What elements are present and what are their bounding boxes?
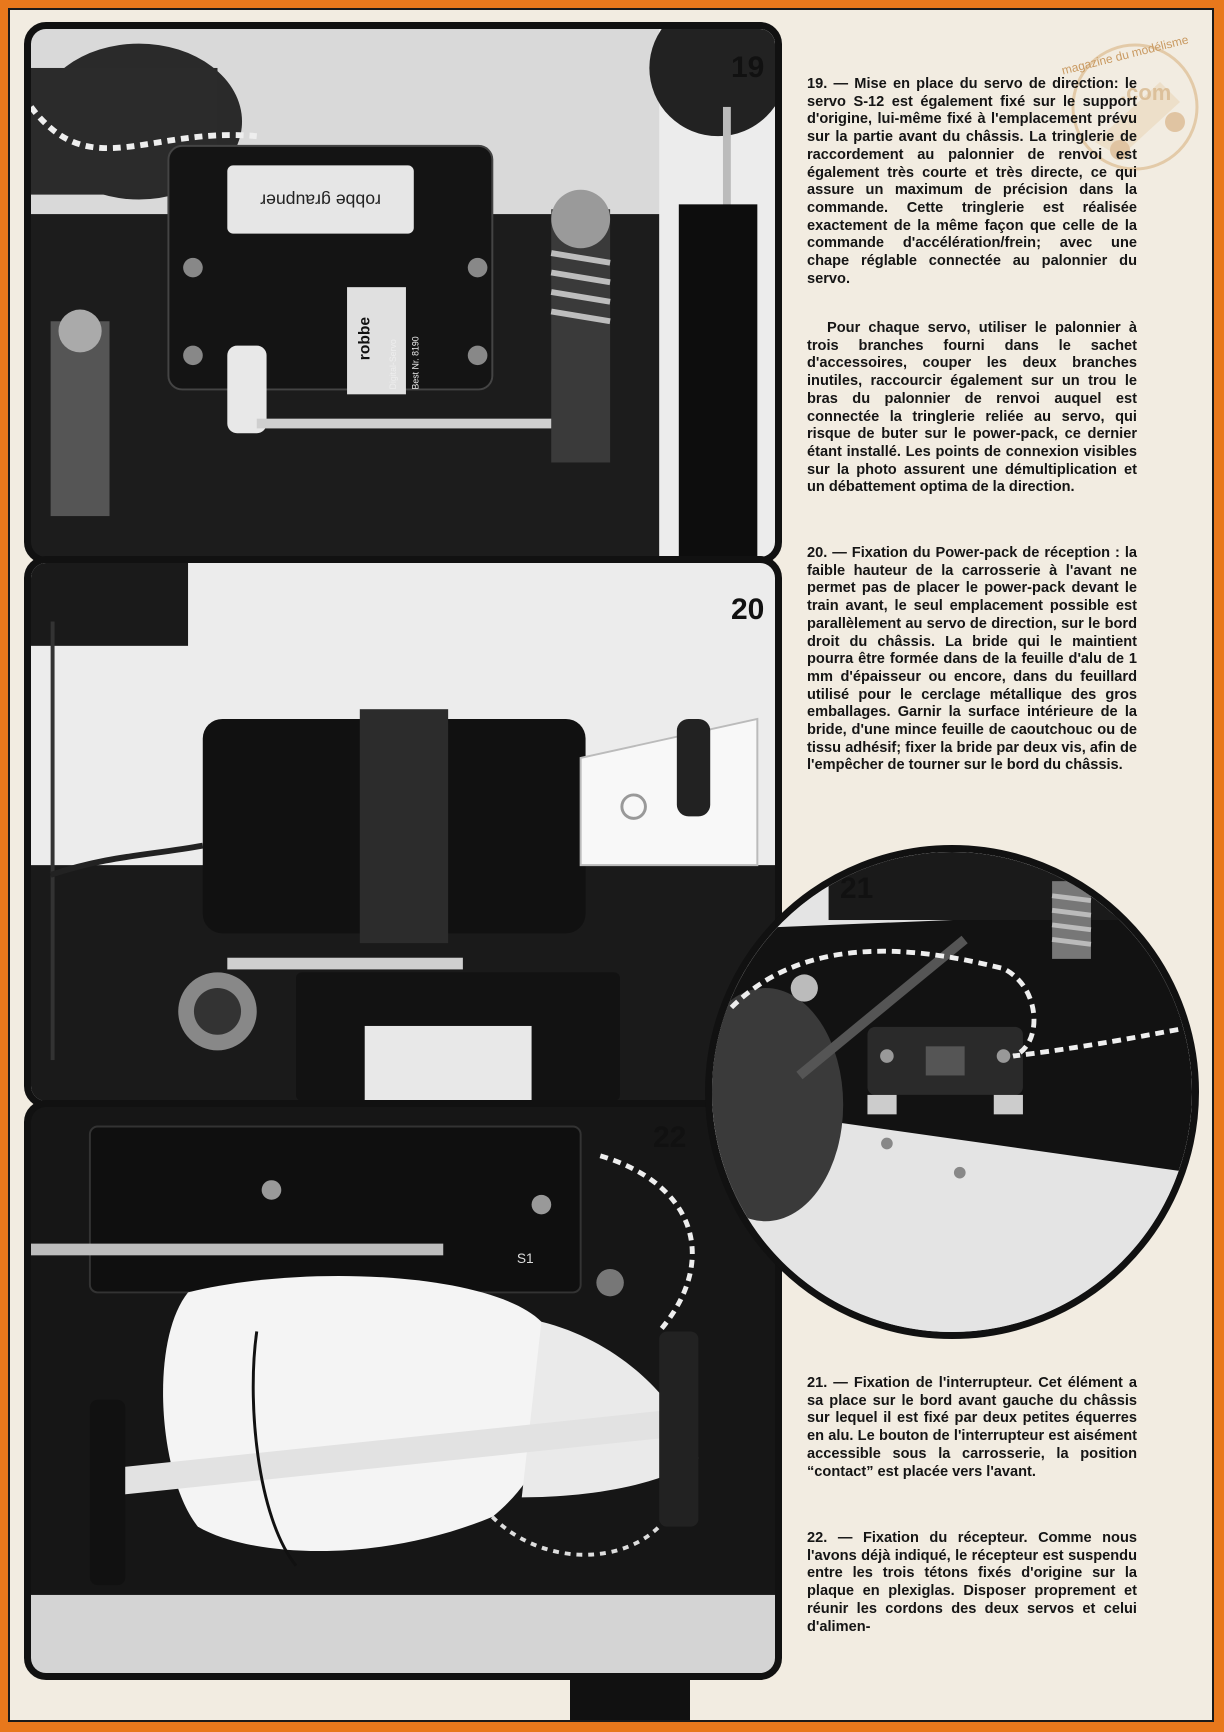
- servo-side-brand: robbe: [356, 316, 374, 361]
- caption-19-part-b: [807, 320, 1137, 497]
- caption-19-part-a: [807, 76, 1137, 288]
- caption-21: [807, 1375, 1137, 1481]
- photo-21: [705, 845, 1199, 1339]
- photo-19: [24, 22, 782, 564]
- photo-20-image: [31, 563, 775, 1101]
- caption-20: [807, 545, 1137, 775]
- servo-side-line1: Digital-Servo: [388, 339, 399, 390]
- photo-19-image: [31, 29, 775, 557]
- photo-22-number: 22: [653, 1121, 687, 1154]
- photo-20-number: 20: [731, 593, 765, 626]
- servo-mark: S1: [516, 1251, 534, 1267]
- photo-21-number: 21: [840, 872, 874, 905]
- caption-22-text: 22. — Fixation du récepteur. Comme nous l'avons déjà indiqué, le récepteur est suspendu entre les trois tétons fixés d'origine sur la plaque en plexiglas. Disposer proprement et réunir les cordons des deux servos et celui d'alimen-: [807, 1530, 1137, 1635]
- photo-21-image: [712, 852, 1192, 1332]
- photo-22: [24, 1100, 782, 1680]
- bottom-bar: [570, 1674, 690, 1722]
- photo-22-image: [31, 1107, 775, 1673]
- servo-side-line2: Best Nr. 8190: [410, 336, 421, 390]
- servo-brand-label: robbe graupner: [260, 190, 381, 211]
- caption-20-text: 20. — Fixation du Power-pack de réception : la faible hauteur de la carrosserie à l'avant ne permet pas de placer le power-pack devant le train avant, le seul emplacement possible est parallèlement au servo de direction, sur le bord droit du châssis. La bride qui le maintient pourra être formée dans de la feuille d'alu de 1 mm d'épaisseur ou encore, dans du feuillard utilisé pour le cerclage métallique des gros emballages. Garnir la surface intérieure de la bride, d'une mince feuille de caoutchouc ou de tissu adhésif; fixer la bride par deux vis, afin de l'empêcher de tourner sur le bord du châssis.: [807, 545, 1137, 774]
- watermark-suffix: .com: [1120, 80, 1172, 105]
- caption-19-text-b: Pour chaque servo, utiliser le palonnier à trois branches fourni dans le sachet d'accessoires, couper les deux branches inutiles, raccourcir également sur un trou le bras du palonnier de renvoi auquel est connectée la tringlerie reliée au servo, qui risque de buter sur le power-pack, ce dernier étant installé. Les points de connexion visibles sur la photo assurent une démultiplication et un débattement optima de la direction.: [807, 320, 1137, 496]
- caption-21-text: 21. — Fixation de l'interrupteur. Cet élément a sa place sur le bord avant gauche du châssis sur lequel il est fixé par deux petites équerres en alu. Le bouton de l'interrupteur est aisément accessible sous la carrosserie, la position “contact” est placée vers l'avant.: [807, 1375, 1137, 1480]
- photo-19-number: 19: [731, 51, 765, 84]
- watermark-text: magazine du modélisme: [1060, 32, 1190, 78]
- caption-19-text-a: 19. — Mise en place du servo de direction: le servo S-12 est également fixé sur le support d'origine, lui-même fixé à l'emplacement prévu sur la partie avant du châssis. La tringlerie de raccordement au palonnier de renvoi est également très courte et très directe, ce qui assure un maximum de précision dans la commande. Cette tringlerie est réalisée exactement de la même façon que celle de la commande d'accélération/frein; avec une chape réglable connectée au palonnier du servo.: [807, 76, 1137, 287]
- magazine-page: [8, 8, 1214, 1722]
- caption-22: [807, 1530, 1137, 1636]
- photo-20: [24, 556, 782, 1108]
